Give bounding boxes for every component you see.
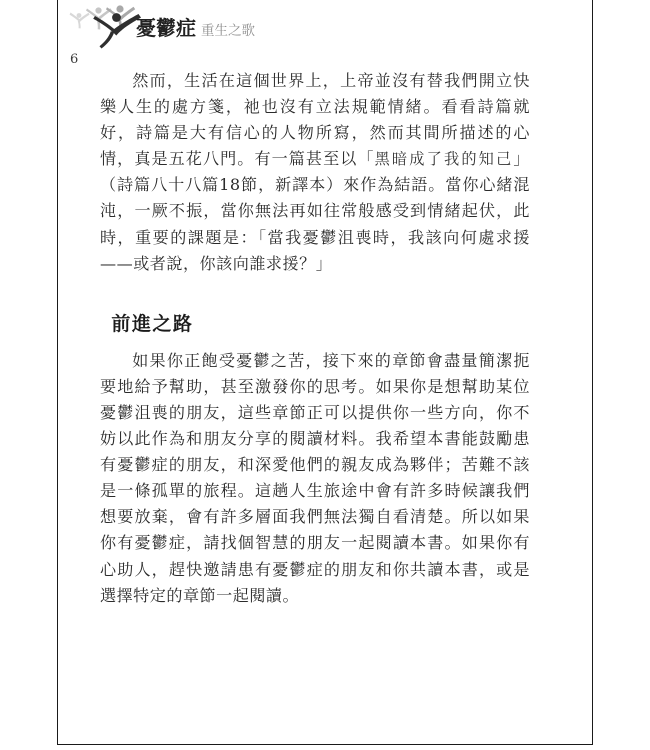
- spacer-below-heading: [100, 337, 530, 348]
- paragraph-text-lead: 然而，生活在這個世界上，上帝並沒有替我們開立快樂人生的處方箋，祂也沒有立法規範情緒。看看詩篇就好，詩篇是大有信心的人物所寫，然而其間所描述的心情，真是五花八門。有一篇甚至以「: [100, 71, 530, 169]
- spacer-above-heading: [100, 277, 530, 311]
- page-content: [100, 68, 530, 609]
- page-header: [60, 4, 600, 52]
- paragraph-way-forward: 如果你正飽受憂鬱之苦，接下來的章節會盡量簡潔扼要地給予幫助，甚至激發你的思考。如果你是想幫助某位憂鬱沮喪的朋友，這些章節正可以提供你一些方向，你不妨以此作為和朋友分享的閱讀材料。我希望本書能鼓勵患有憂鬱症的朋友，和深愛他們的親友成為夥伴；苦難不該是一條孤單的旅程。這趟人生旅途中會有許多時候讓我們想要放棄，會有許多層面我們無法獨自看清楚。所以如果你有憂鬱症，請找個智慧的朋友一起閱讀本書。如果你有心助人，趕快邀請患有憂鬱症的朋友和你共讀本書，或是選擇特定的章節一起閱讀。: [100, 350, 530, 605]
- book-title-subtitle: 重生之歌: [201, 23, 255, 39]
- book-title-main: 憂鬱症: [136, 16, 196, 40]
- paragraph-text-tail: 」（詩篇八十八篇18節，新譯本）來作為結語。當你心緒混沌，一厥不振，當你無法再如往常般感受到情緒起伏，此時，重要的課題是：「當我憂鬱沮喪時，我該向何處求援——或者說，你該向誰求援？」: [100, 149, 530, 273]
- paragraph-opening: [100, 68, 530, 277]
- scripture-quote: 黑暗成了我的知己: [374, 150, 514, 169]
- book-title: [136, 18, 255, 39]
- page-number: 6: [70, 52, 79, 67]
- section-heading: 前進之路: [111, 312, 194, 335]
